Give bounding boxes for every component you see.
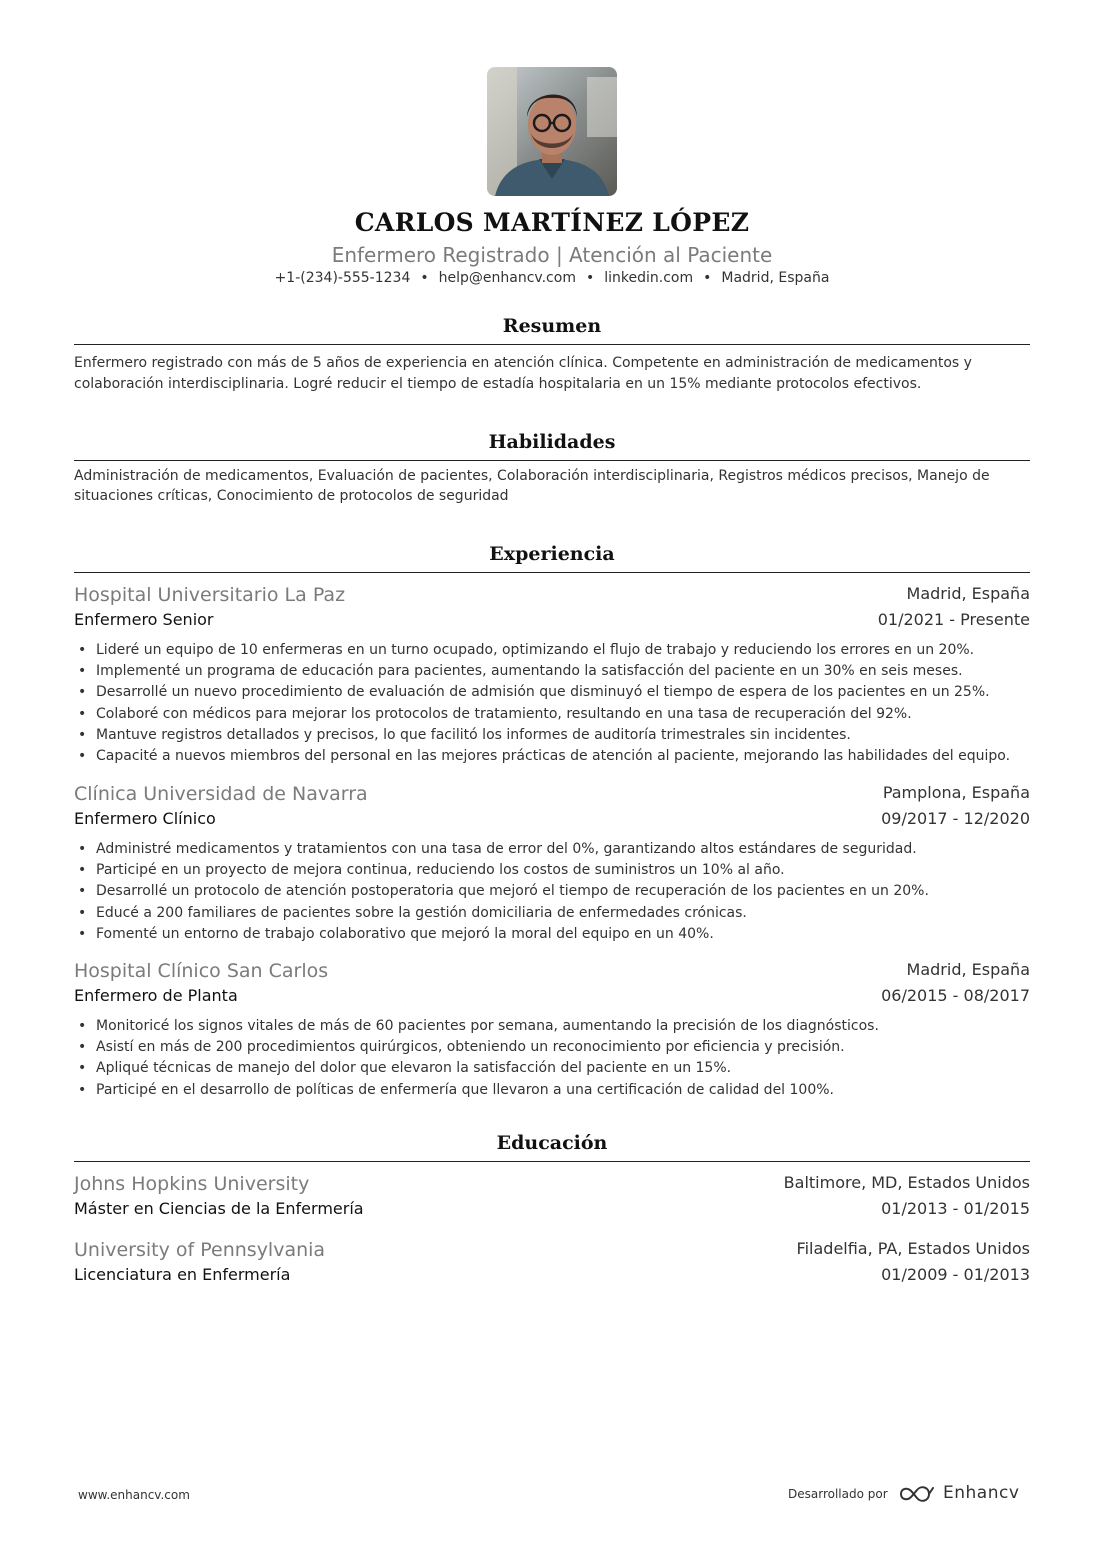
skills-text: Administración de medicamentos, Evaluación de pacientes, Colaboración interdisciplinaria, Registros médicos precisos, Manejo de situaciones críticas, Conocimiento de protocolos de seguridad [74, 468, 990, 504]
employer-name: Clínica Universidad de Navarra [74, 783, 368, 805]
employer-location: Madrid, España [906, 960, 1030, 979]
employer-name: Hospital Clínico San Carlos [74, 960, 329, 982]
list-item: • Implementé un programa de educación para pacientes, aumentando la satisfacción del paciente en un 30% en seis meses. [74, 661, 1030, 682]
section-divider [74, 1161, 1030, 1162]
summary-section [74, 311, 1030, 395]
list-item: • Asistí en más de 200 procedimientos quirúrgicos, obteniendo un reconocimiento por eficiencia y precisión. [74, 1037, 1030, 1058]
profile-photo [487, 67, 617, 196]
job-dates: 06/2015 - 08/2017 [881, 986, 1030, 1005]
degree-name: Máster en Ciencias de la Enfermería [74, 1199, 364, 1218]
achievement-list [74, 1016, 1030, 1101]
institution-location: Baltimore, MD, Estados Unidos [783, 1173, 1030, 1192]
section-heading: Resumen [502, 315, 602, 337]
education-section [74, 1128, 1030, 1162]
list-item: • Colaboré con médicos para mejorar los protocolos de tratamiento, resultando en una tasa de recuperación del 92%. [74, 704, 1030, 725]
list-item: • Participé en el desarrollo de políticas de enfermería que llevaron a una certificación de calidad del 100%. [74, 1080, 1030, 1101]
employer-name: Hospital Universitario La Paz [74, 584, 346, 606]
separator-dot: • [585, 270, 595, 286]
list-item: • Desarrollé un nuevo procedimiento de evaluación de admisión que disminuyó el tiempo de espera de los pacientes en un 25%. [74, 682, 1030, 703]
employer-location: Madrid, España [906, 584, 1030, 603]
candidate-title: Enfermero Registrado | Atención al Paciente [331, 243, 773, 267]
footer-website-link[interactable]: www.enhancv.com [78, 1488, 190, 1502]
institution-name: Johns Hopkins University [74, 1173, 310, 1195]
list-item: • Capacité a nuevos miembros del personal en las mejores prácticas de atención al paciente, mejorando las habilidades del equipo. [74, 746, 1030, 767]
section-heading: Habilidades [488, 431, 616, 453]
list-item: • Desarrollé un protocolo de atención postoperatoria que mejoró el tiempo de recuperación de los pacientes en un 20%. [74, 881, 1030, 902]
list-item: • Monitoricé los signos vitales de más de 60 pacientes por semana, aumentando la precisión de los diagnósticos. [74, 1016, 1030, 1037]
section-heading: Educación [496, 1132, 608, 1154]
linkedin-link[interactable]: linkedin.com [604, 270, 694, 286]
list-item: • Lideré un equipo de 10 enfermeras en un turno ocupado, optimizando el flujo de trabajo y reduciendo los errores en un 20%. [74, 640, 1030, 661]
candidate-name: CARLOS MARTÍNEZ LÓPEZ [354, 208, 750, 237]
list-item: • Fomenté un entorno de trabajo colaborativo que mejoró la moral del equipo en un 40%. [74, 924, 1030, 945]
job-role: Enfermero de Planta [74, 986, 238, 1005]
job-role: Enfermero Senior [74, 610, 214, 629]
section-divider [74, 344, 1030, 345]
education-entry [74, 1173, 1030, 1225]
education-entry [74, 1239, 1030, 1291]
contact-line [74, 270, 1030, 286]
job-dates: 01/2021 - Presente [877, 610, 1030, 629]
section-divider [74, 460, 1030, 461]
experience-entry [74, 960, 1030, 1101]
skills-section [74, 427, 1030, 506]
email-link[interactable]: help@enhancv.com [438, 270, 576, 286]
list-item: • Participé en un proyecto de mejora continua, reduciendo los costos de suministros un 10% al año. [74, 860, 1030, 881]
experience-entry [74, 783, 1030, 945]
section-divider [74, 572, 1030, 573]
experience-section [74, 539, 1030, 573]
location-text: Madrid, España [721, 270, 830, 286]
powered-by-text: Desarrollado por [788, 1487, 888, 1501]
job-dates: 09/2017 - 12/2020 [881, 809, 1030, 828]
summary-text: Enfermero registrado con más de 5 años de experiencia en atención clínica. Competente en administración de medicamentos y colaboración interdisciplinaria. Logré reducir el tiempo de estadía hospitalaria en un 15% mediante protocolos efectivos. [74, 355, 972, 392]
list-item: • Educé a 200 familiares de pacientes sobre la gestión domiciliaria de enfermedades crónicas. [74, 903, 1030, 924]
employer-location: Pamplona, España [882, 783, 1030, 802]
phone-text: +1-(234)-555-1234 [274, 270, 411, 286]
enhancv-logo-icon [898, 1483, 936, 1508]
list-item: • Mantuve registros detallados y precisos, lo que facilitó los informes de auditoría trimestrales sin incidentes. [74, 725, 1030, 746]
list-item: • Administré medicamentos y tratamientos con una tasa de error del 0%, garantizando altos estándares de seguridad. [74, 839, 1030, 860]
achievement-list [74, 839, 1030, 945]
degree-name: Licenciatura en Enfermería [74, 1265, 291, 1284]
experience-entry [74, 584, 1030, 767]
institution-location: Filadelfia, PA, Estados Unidos [796, 1239, 1030, 1258]
separator-dot: • [420, 270, 429, 286]
job-role: Enfermero Clínico [74, 809, 216, 828]
enhancv-brand-text: Enhancv [943, 1483, 1020, 1503]
study-dates: 01/2009 - 01/2013 [881, 1265, 1030, 1284]
institution-name: University of Pennsylvania [74, 1239, 326, 1261]
study-dates: 01/2013 - 01/2015 [881, 1199, 1030, 1218]
list-item: • Apliqué técnicas de manejo del dolor que elevaron la satisfacción del paciente en un 15%. [74, 1058, 1030, 1079]
separator-dot: • [703, 270, 712, 286]
section-heading: Experiencia [489, 543, 615, 565]
achievement-list [74, 640, 1030, 767]
